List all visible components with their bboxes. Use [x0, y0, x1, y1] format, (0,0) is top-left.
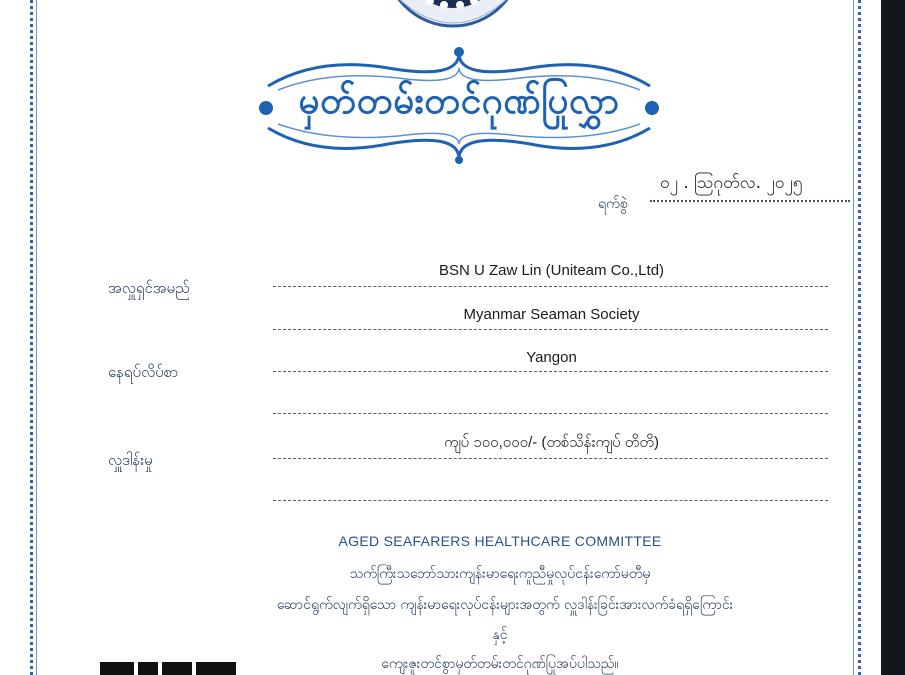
address-line-2 [273, 413, 828, 414]
donor-name-value: BSN U Zaw Lin (Uniteam Co.,Ltd) [438, 262, 665, 279]
donation-label: လှူဒါန်းမှု [108, 451, 153, 469]
certificate-title: မှတ်တမ်းတင်ဂုဏ်ပြုလွှာ [298, 79, 620, 122]
date-value: ၀၂ . ဩဂုတ်လ. ၂၀၂၅ [660, 173, 803, 193]
right-inner-border [853, 0, 854, 675]
donor-name-label: အလှူရှင်အမည် [108, 279, 190, 297]
organization-value: Myanmar Seaman Society [463, 306, 640, 323]
left-dotted-border [30, 0, 33, 675]
left-inner-border [36, 0, 37, 675]
address-line-1 [273, 371, 828, 372]
donation-line-1 [273, 458, 828, 459]
donation-value: ကျပ် ၁၀၀,၀၀၀/- (တစ်သိန်းကျပ် တိတိ) [443, 434, 660, 451]
address-label: နေရပ်လိပ်စာ [108, 363, 179, 381]
qr-code-partial [100, 662, 240, 675]
date-label: ရက်စွဲ [598, 196, 628, 212]
right-dotted-border [858, 0, 861, 675]
body-line-1: သက်ကြီးသဘော်သားကျန်းမာရေးကူညီမှုလုပ်ငန်းကော်မတီမှ [349, 566, 651, 582]
body-line-4: ကျေးဇူးတင်စွာမှတ်တမ်းတင်ဂုဏ်ပြုအပ်ပါသည်။ [381, 656, 619, 672]
committee-seal-logo [378, 0, 528, 43]
donation-line-2 [273, 500, 828, 501]
organization-line [273, 329, 828, 330]
dark-edge-strip [881, 0, 905, 675]
body-line-2: ဆောင်ရွက်လျက်ရှိသော ကျန်းမာရေးလုပ်ငန်းများအတွက် လှူဒါန်းခြင်းအားလက်ခံရရှိကြောင်း [276, 597, 734, 613]
committee-name: AGED SEAFARERS HEALTHCARE COMMITTEE [338, 533, 662, 549]
donor-name-line [273, 286, 828, 287]
address-value: Yangon [526, 349, 577, 366]
date-dotted-line [650, 200, 850, 202]
body-line-3: နှင့် [492, 627, 508, 643]
